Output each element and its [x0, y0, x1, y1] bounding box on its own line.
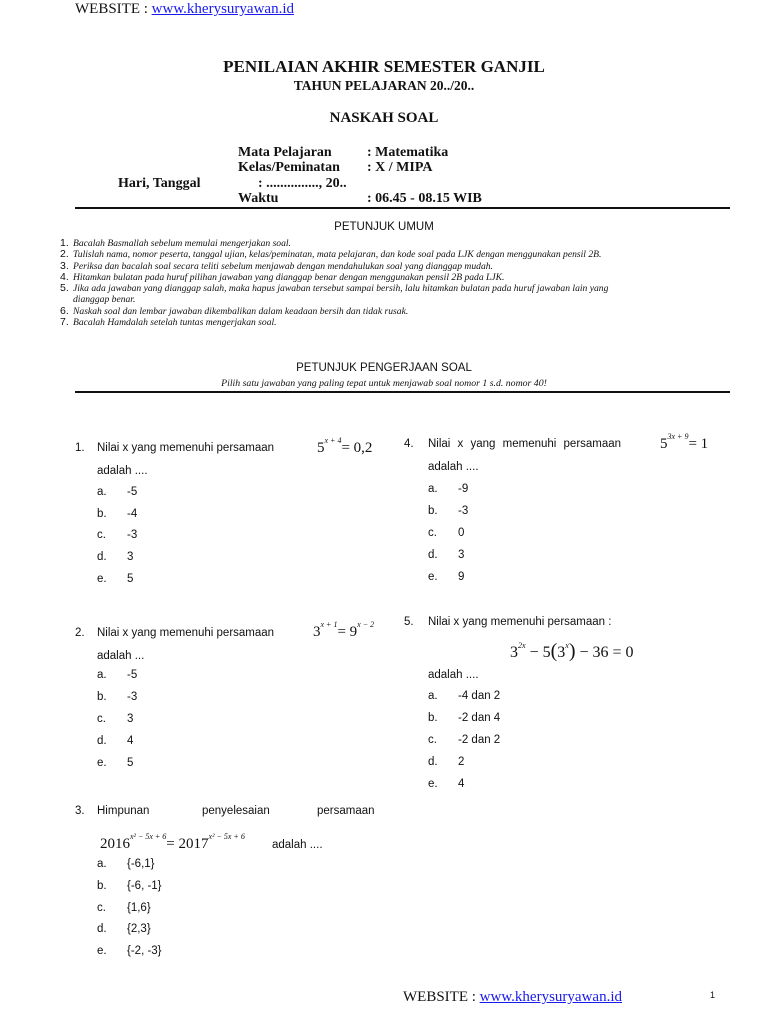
question-1-options [97, 486, 137, 595]
kelas-label: Kelas/Peminatan [238, 160, 340, 175]
question-3-options [97, 858, 162, 967]
instruction-item: 5. Jika ada jawaban yang dianggap salah, maka hapus jawaban tersebut sampai bersih, lalu hitamkan bulatan pada huruf jawaban lain yang dianggap benar. [60, 282, 609, 306]
website-link[interactable]: www.kherysuryawan.id [151, 1, 294, 17]
question-5-suffix: adalah .... [428, 669, 479, 681]
answer-option[interactable]: c. -3 [97, 529, 138, 541]
question-3-word-3: persamaan [317, 805, 375, 817]
question-5-number: 5. [404, 616, 414, 628]
work-instructions-subtitle: Pilih satu jawaban yang paling tepat untuk menjawab soal nomor 1 s.d. nomor 40! [221, 378, 547, 389]
divider-instructions [75, 391, 730, 393]
page-number: 1 [710, 990, 716, 1000]
footer-website [403, 989, 622, 1006]
question-3-suffix: adalah .... [272, 839, 323, 851]
general-instructions-heading: PETUNJUK UMUM [334, 221, 434, 233]
question-2-text: Nilai x yang memenuhi persamaan [97, 627, 275, 639]
website-link[interactable]: www.kherysuryawan.id [479, 989, 622, 1005]
answer-option[interactable]: a. -5 [97, 669, 138, 681]
hari-value: : ..............., 20.. [258, 176, 347, 191]
instruction-item: 4. Hitamkan bulatan pada huruf pilihan jawaban yang dianggap benar dengan menggunakan pensil 2B pada LJK. [60, 270, 505, 283]
academic-year: TAHUN PELAJARAN 20../20.. [293, 78, 475, 93]
header-website [75, 1, 294, 18]
question-2-options [97, 669, 137, 779]
website-label: WEBSITE : [75, 1, 152, 17]
document-subtitle: NASKAH SOAL [329, 110, 439, 126]
answer-option[interactable]: a. -5 [97, 486, 138, 498]
answer-option[interactable]: b. -4 [97, 508, 138, 520]
mapel-label: Mata Pelajaran [238, 145, 332, 160]
answer-option[interactable]: a. {-6,1} [97, 858, 155, 870]
answer-option[interactable]: d. 2 [428, 756, 465, 768]
answer-option[interactable]: e. 5 [97, 573, 134, 585]
question-4-text: Nilai x yang memenuhi persamaan [428, 438, 622, 450]
answer-option[interactable]: b. -2 dan 4 [428, 712, 501, 724]
answer-option[interactable]: c. 0 [428, 527, 465, 539]
hari-label: Hari, Tanggal [118, 176, 201, 191]
answer-option[interactable]: e. 5 [97, 757, 134, 769]
question-5-equation: $3^{2x} - 5(3^x) - 36 = 0$ [510, 640, 634, 662]
website-label: WEBSITE : [403, 989, 480, 1005]
instruction-item: 7. Bacalah Hamdalah setelah tuntas mengerjakan soal. [60, 316, 277, 329]
work-instructions-heading: PETUNJUK PENGERJAAN SOAL [296, 362, 472, 374]
question-4-suffix: adalah .... [428, 461, 479, 473]
question-2-equation: $3^{x + 1}= 9^{x - 2}$ [313, 620, 375, 640]
answer-option[interactable]: a. -9 [428, 483, 469, 495]
answer-option[interactable]: d. 3 [428, 549, 465, 561]
answer-option[interactable]: e. 4 [428, 778, 465, 790]
kelas-value: : X / MIPA [367, 160, 433, 175]
question-4-equation: $5^{3x + 9}= 1$ [660, 432, 709, 452]
answer-option[interactable]: e. 9 [428, 571, 465, 583]
question-4-number: 4. [404, 438, 414, 450]
question-5-text: Nilai x yang memenuhi persamaan : [428, 616, 612, 628]
question-2-suffix: adalah ... [97, 650, 145, 662]
divider-top [75, 207, 730, 209]
mapel-value: : Matematika [367, 145, 449, 160]
question-4-options [428, 483, 468, 593]
instruction-item: 3. Periksa dan bacalah soal secara teliti sebelum menjawab dengan mendahulukan soal yang dianggap mudah. [60, 259, 493, 272]
question-1-suffix: adalah .... [97, 465, 148, 477]
answer-option[interactable]: a. -4 dan 2 [428, 690, 501, 702]
answer-option[interactable]: d. 3 [97, 551, 134, 563]
question-3-word-2: penyelesaian [202, 805, 270, 817]
question-3-number: 3. [75, 805, 85, 817]
waktu-value: : 06.45 - 08.15 WIB [367, 191, 482, 206]
instruction-item: 6. Naskah soal dan lembar jawaban dikembalikan dalam keadaan bersih dan tidak rusak. [60, 304, 409, 317]
general-instructions-list [60, 238, 730, 328]
answer-option[interactable]: d. 4 [97, 735, 134, 747]
answer-option[interactable]: c. {1,6} [97, 902, 151, 914]
question-1-equation: $5^{x + 4}= 0,2$ [317, 436, 373, 456]
question-2-number: 2. [75, 627, 85, 639]
answer-option[interactable]: b. -3 [97, 691, 138, 703]
question-5-options [428, 690, 500, 800]
instruction-item: 1. Bacalah Basmallah sebelum memulai mengerjakan soal. [60, 237, 291, 249]
answer-option[interactable]: c. -2 dan 2 [428, 734, 501, 746]
question-3-equation: $2016^{x^2 - 5x + 6}= 2017^{x^2 - 5x + 6}$ [100, 832, 245, 852]
question-1-text: Nilai x yang memenuhi persamaan [97, 442, 275, 454]
waktu-label: Waktu [238, 191, 279, 206]
answer-option[interactable]: b. {-6, -1} [97, 880, 162, 892]
answer-option[interactable]: e. {-2, -3} [97, 945, 162, 957]
question-1-number: 1. [75, 442, 85, 454]
instruction-item: 2. Tulislah nama, nomor peserta, tanggal ujian, kelas/peminatan, mata pelajaran, dan kode soal pada LJK dengan menggunakan pensil 2B. [60, 248, 602, 261]
question-3-word-1: Himpunan [97, 805, 150, 817]
answer-option[interactable]: c. 3 [97, 713, 134, 725]
answer-option[interactable]: b. -3 [428, 505, 469, 517]
exam-title: PENILAIAN AKHIR SEMESTER GANJIL [223, 57, 545, 76]
answer-option[interactable]: d. {2,3} [97, 923, 151, 935]
